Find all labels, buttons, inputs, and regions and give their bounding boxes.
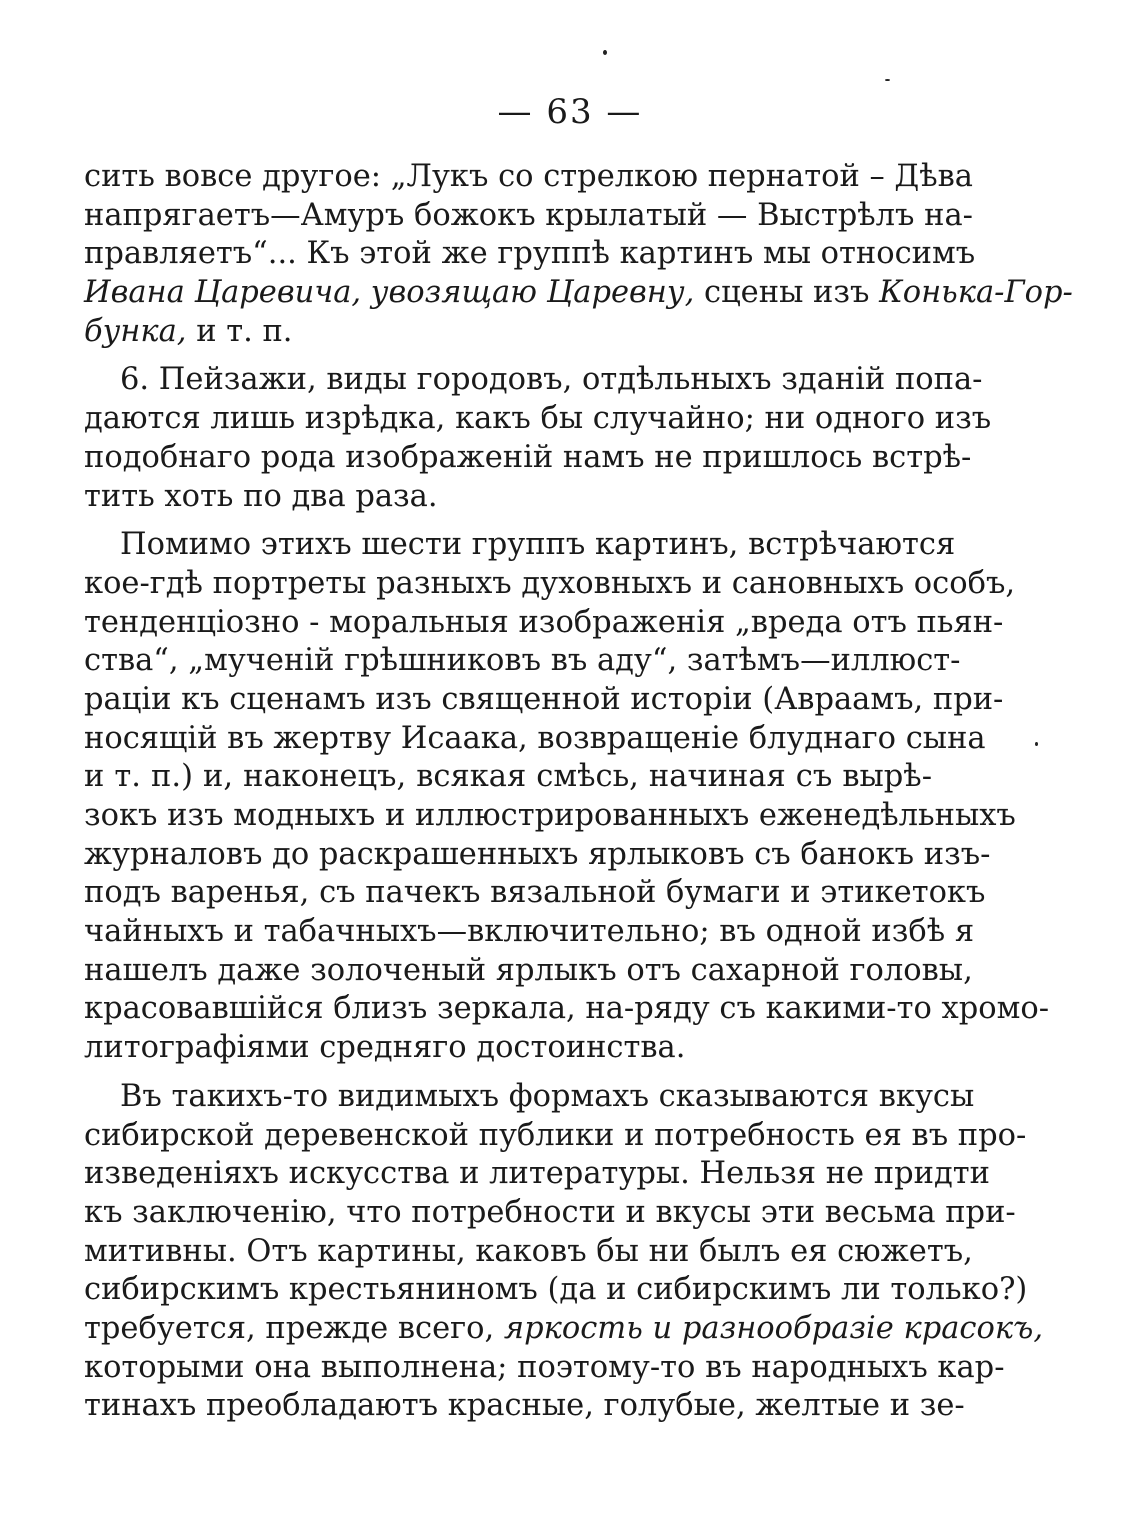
text-line [84, 952, 973, 991]
text-line [84, 1155, 990, 1194]
print-speck [885, 79, 890, 81]
text-line [84, 758, 932, 797]
page-number: — 63 — [497, 92, 643, 132]
text-line [84, 361, 983, 400]
text-span: тить хоть по два раза. [84, 478, 438, 514]
text-line [84, 400, 992, 439]
text-span: сибирскимъ крестьяниномъ (да и сибирскимъ ли только?) [84, 1272, 1028, 1308]
text-line [84, 642, 961, 681]
text-line [84, 1194, 1016, 1233]
text-line [84, 1117, 1027, 1156]
text-span: напрягаетъ—Амуръ божокъ крылатый — Выстрѣлъ на- [84, 197, 973, 233]
text-span: требуется, прежде всего, [84, 1310, 504, 1346]
text-line [84, 990, 1049, 1029]
text-span: подобнаго рода изображеній намъ не пришлось встрѣ- [84, 439, 972, 475]
text-span: красовавшійся близъ зеркала, на-ряду съ какими-то хромо- [84, 991, 1049, 1027]
text-span: ства“, „мученій грѣшниковъ въ аду“, затѣмъ—иллюст- [84, 643, 961, 679]
text-span: подъ варенья, съ пачекъ вязальной бумаги и этикетокъ [84, 875, 986, 911]
text-span: тинахъ преобладаютъ красные, голубые, желтые и зе- [84, 1388, 965, 1424]
text-span: тенденціозно - моральныя изображенія „вреда отъ пьян- [84, 604, 1004, 640]
text-line [84, 313, 932, 352]
text-line [84, 1310, 1044, 1349]
text-line [84, 565, 1016, 604]
text-line [84, 797, 1016, 836]
text-line [84, 478, 932, 517]
text-span: 6. Пейзажи, виды городовъ, отдѣльныхъ зданій попа- [120, 362, 983, 398]
text-span: правляетъ“... Къ этой же группѣ картинъ мы относимъ [84, 236, 976, 272]
body-text [84, 158, 1073, 1426]
text-span: зокъ изъ модныхъ и иллюстрированныхъ еженедѣльныхъ [84, 798, 1016, 833]
text-span: раціи къ сценамъ изъ священной исторіи (Авраамъ, при- [84, 681, 1004, 717]
text-line [84, 681, 1004, 720]
text-line [84, 1387, 965, 1426]
text-span: даются лишь изрѣдка, какъ бы случайно; ни одного изъ [84, 401, 992, 437]
print-speck [1035, 742, 1038, 746]
italic-span: Ивана Царевича, увозящаю Царевну, [84, 275, 695, 311]
text-line [84, 235, 976, 274]
text-span: сить вовсе другое: „Лукъ со стрелкою пернатой – Дѣва [84, 159, 973, 194]
text-span: митивны. Отъ картины, каковъ бы ни былъ ея сюжетъ, [84, 1233, 973, 1269]
text-span: носящій въ жертву Исаака, возвращеніе блуднаго сына [84, 720, 986, 756]
italic-span: яркость и разнообразіе красокъ, [503, 1310, 1044, 1346]
text-span: Въ такихъ-то видимыхъ формахъ сказываются вкусы [120, 1078, 975, 1114]
italic-span: бунка, [84, 313, 187, 349]
print-speck [603, 50, 607, 55]
text-line [84, 1233, 973, 1272]
text-line [84, 197, 973, 236]
text-line [84, 874, 986, 913]
text-span: сцены изъ [694, 275, 880, 311]
text-span: которыми она выполнена; поэтому-то въ народныхъ кар- [84, 1349, 1005, 1385]
text-line [84, 526, 956, 565]
text-span: и т. п. [186, 313, 293, 349]
text-span: литографіями средняго достоинства. [84, 1030, 686, 1066]
text-line [84, 1349, 1005, 1388]
text-span: къ заключенію, что потребности и вкусы эти весьма при- [84, 1194, 1016, 1230]
text-line [84, 1029, 932, 1068]
text-span: изведеніяхъ искусства и литературы. Нельзя не придти [84, 1156, 990, 1192]
text-line [84, 274, 1073, 313]
text-line [84, 1078, 975, 1117]
text-line [84, 604, 1004, 643]
text-line [84, 158, 973, 197]
text-span: чайныхъ и табачныхъ—включительно; въ одной избѣ я [84, 914, 975, 950]
text-line [84, 720, 986, 759]
text-line [84, 913, 975, 952]
text-span: журналовъ до раскрашенныхъ ярлыковъ съ банокъ изъ- [84, 836, 991, 872]
text-span: и т. п.) и, наконецъ, всякая смѣсь, начиная съ вырѣ- [84, 759, 932, 795]
text-span: Помимо этихъ шести группъ картинъ, встрѣчаются [120, 527, 956, 563]
text-line [84, 439, 972, 478]
text-span: сибирской деревенской публики и потребность ея въ про- [84, 1117, 1027, 1153]
text-line [84, 836, 991, 875]
text-line [84, 1271, 1028, 1310]
text-span: кое-гдѣ портреты разныхъ духовныхъ и сановныхъ особъ, [84, 565, 1016, 601]
text-span: нашелъ даже золоченый ярлыкъ отъ сахарной головы, [84, 952, 973, 988]
italic-span: Конька-Гор- [879, 275, 1073, 311]
